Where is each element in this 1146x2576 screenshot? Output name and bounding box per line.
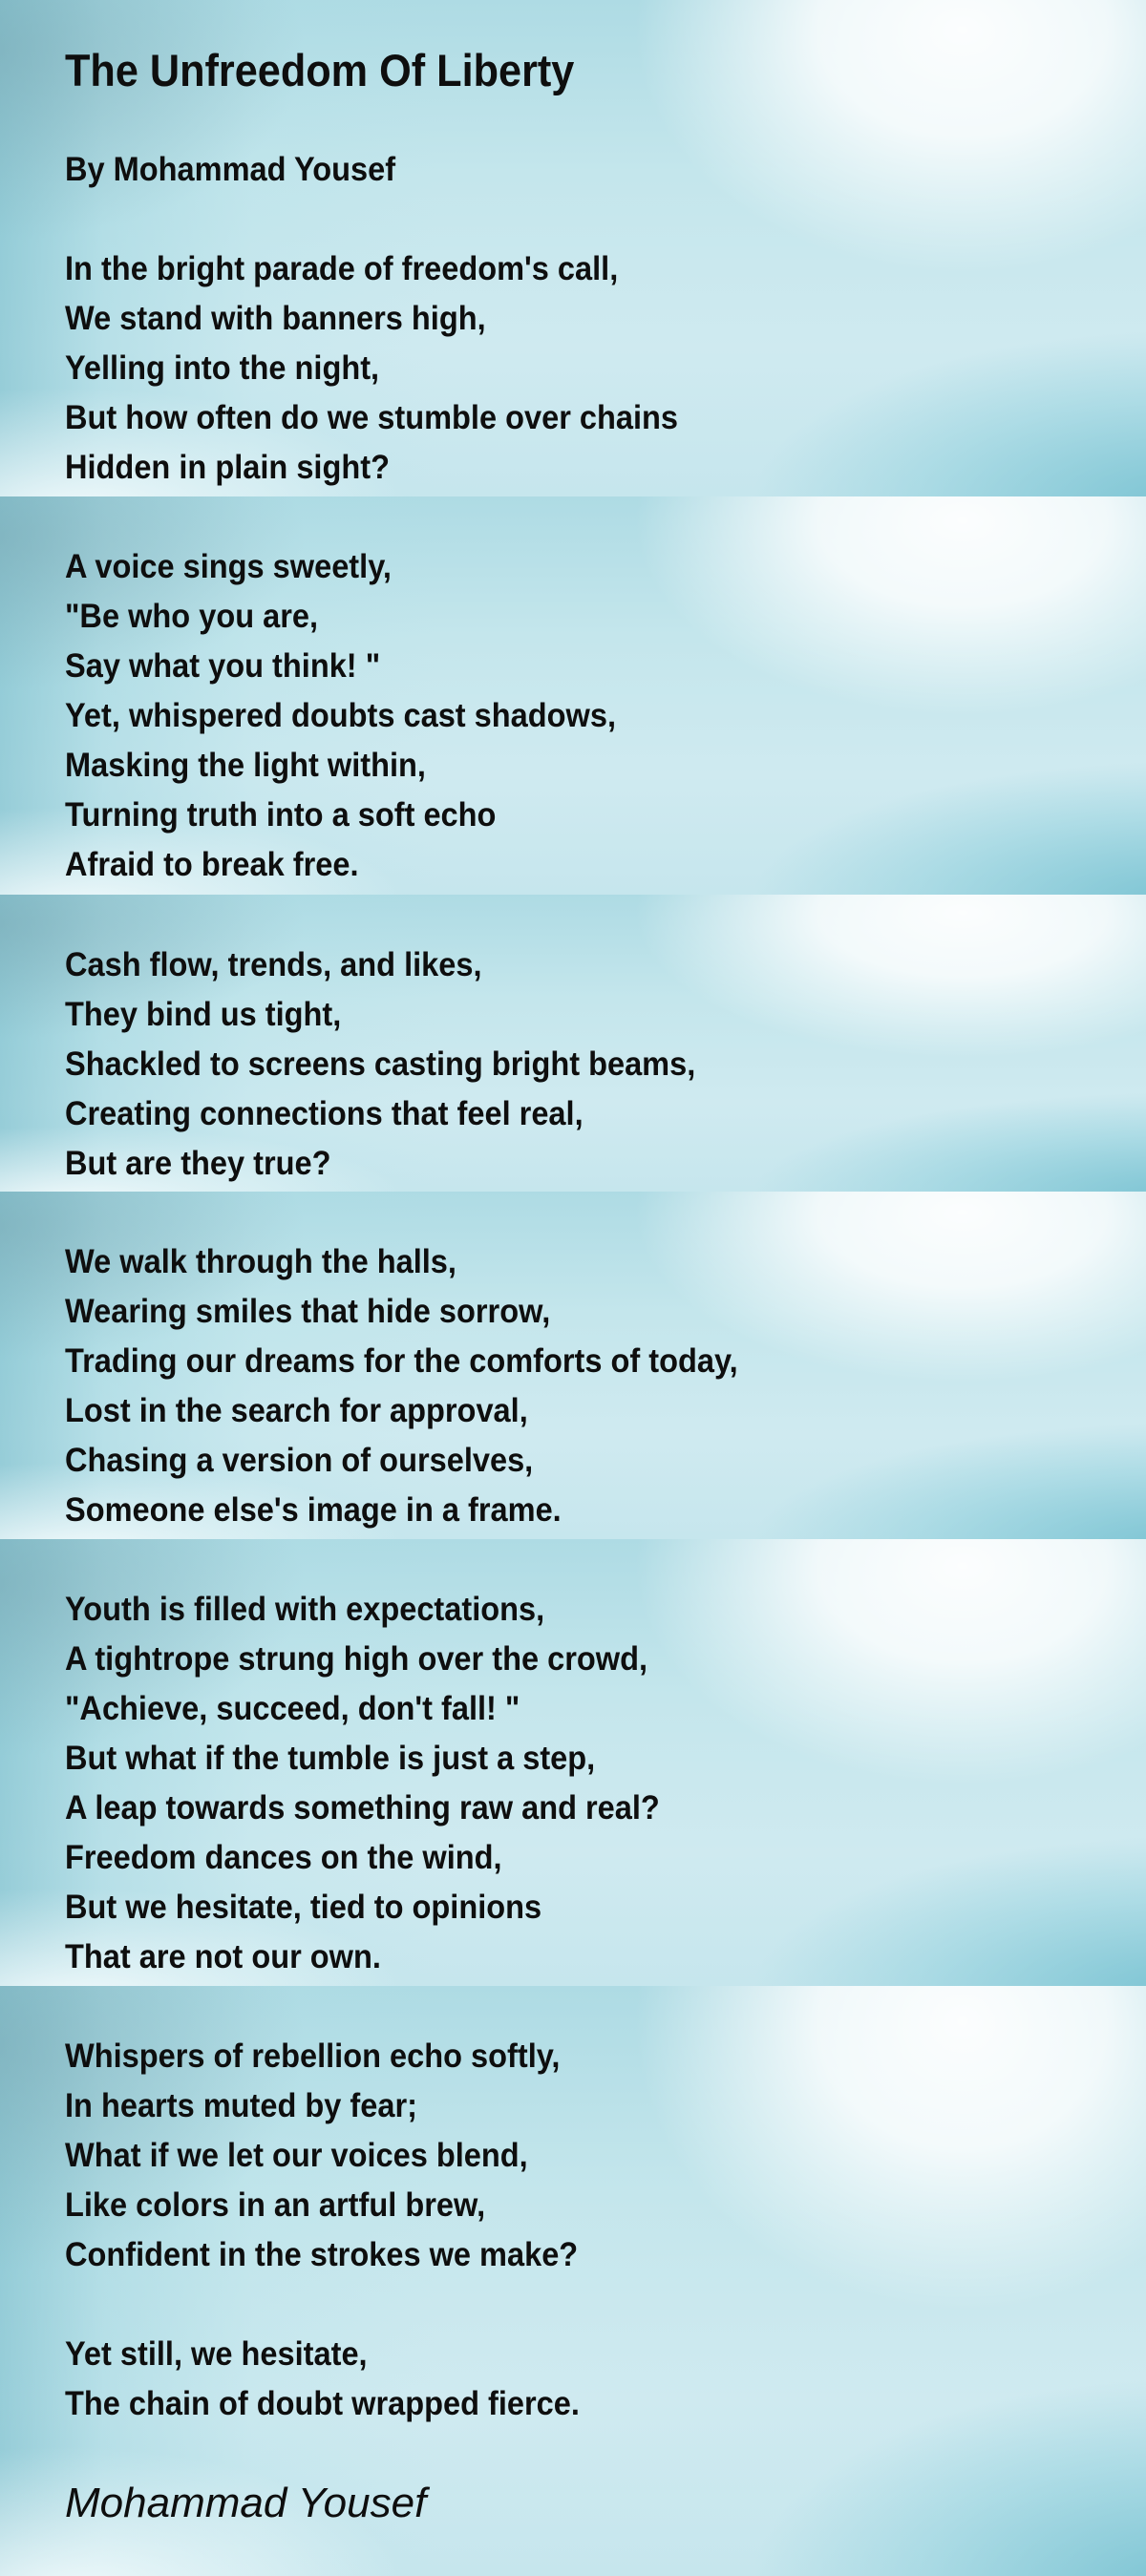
poem-line: Say what you think! " (65, 647, 381, 685)
poem-line: But how often do we stumble over chains (65, 399, 679, 436)
poem-line: But are they true? (65, 1145, 331, 1182)
blank-line (65, 2280, 1146, 2330)
blank-line (65, 95, 1146, 145)
stanza-band-2 (0, 496, 1146, 895)
poem-line: Chasing a version of ourselves, (65, 1442, 534, 1479)
poem-line: Yet still, we hesitate, (65, 2335, 368, 2373)
poem-line: A voice sings sweetly, (65, 548, 392, 585)
poem-line: In the bright parade of freedom's call, (65, 250, 619, 287)
poem-byline: By Mohammad Yousef (65, 151, 396, 188)
blank-line (65, 195, 1146, 244)
poem-line: Lost in the search for approval, (65, 1392, 528, 1429)
poem-line: Freedom dances on the wind, (65, 1839, 502, 1876)
stanza-band-3 (0, 895, 1146, 1192)
poem-line: Someone else's image in a frame. (65, 1491, 562, 1529)
poem-line: That are not our own. (65, 1938, 381, 1975)
poem-line: We walk through the halls, (65, 1243, 456, 1280)
poem-line: Hidden in plain sight? (65, 449, 390, 486)
poem-line: But what if the tumble is just a step, (65, 1740, 596, 1777)
poem-line: Like colors in an artful brew, (65, 2186, 486, 2224)
stanza-band-6 (0, 1986, 1146, 2576)
poem-line: Trading our dreams for the comforts of today, (65, 1342, 738, 1380)
poem-title: The Unfreedom Of Liberty (65, 45, 575, 95)
poem-line: But we hesitate, tied to opinions (65, 1889, 542, 1926)
poem-line: What if we let our voices blend, (65, 2137, 528, 2174)
poem-signature: Mohammad Yousef (65, 2480, 427, 2526)
poem-line: Yelling into the night, (65, 349, 380, 387)
blank-line (65, 2429, 1146, 2479)
poem-line: We stand with banners high, (65, 300, 486, 337)
poem-line: Afraid to break free. (65, 846, 359, 883)
stanza-band-1 (0, 0, 1146, 496)
poem-line: Masking the light within, (65, 747, 426, 784)
stanza-band-4 (0, 1192, 1146, 1539)
poem-line: Confident in the strokes we make? (65, 2236, 579, 2273)
poem-line: Youth is filled with expectations, (65, 1591, 545, 1628)
poem-line: A leap towards something raw and real? (65, 1789, 660, 1826)
poem-line: In hearts muted by fear; (65, 2087, 417, 2124)
poem-line: "Be who you are, (65, 598, 319, 635)
poem-line: A tightrope strung high over the crowd, (65, 1640, 648, 1678)
poem-line: Wearing smiles that hide sorrow, (65, 1293, 551, 1330)
poem-line: "Achieve, succeed, don't fall! " (65, 1690, 520, 1727)
poem-line: They bind us tight, (65, 996, 342, 1033)
poem-line: Cash flow, trends, and likes, (65, 946, 482, 983)
stanza-band-5 (0, 1539, 1146, 1986)
poem-line: Turning truth into a soft echo (65, 796, 497, 834)
poem-line: Whispers of rebellion echo softly, (65, 2038, 561, 2075)
poem-line: Shackled to screens casting bright beams, (65, 1045, 696, 1083)
poem-line: Creating connections that feel real, (65, 1095, 584, 1132)
poem-line: The chain of doubt wrapped fierce. (65, 2385, 580, 2422)
poem-line: Yet, whispered doubts cast shadows, (65, 697, 617, 734)
